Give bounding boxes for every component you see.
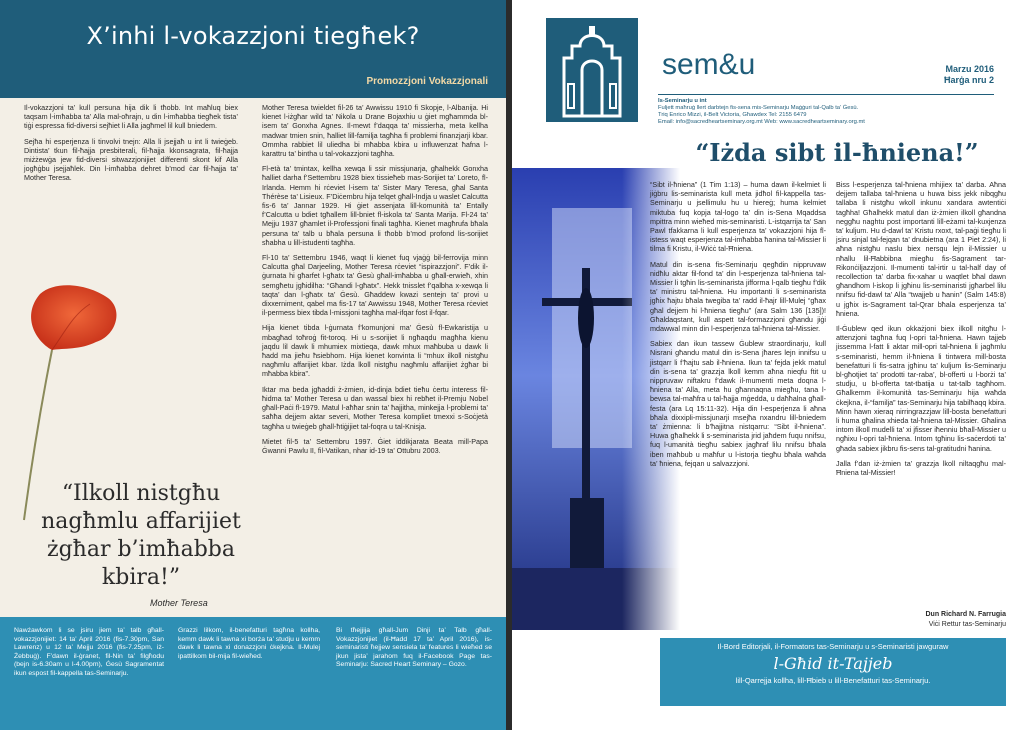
easter-greeting-box <box>660 638 1006 706</box>
left-col2-paragraph: Mietet fil-5 ta’ Settembru 1997. Ġiet iddikjarata Beata mill-Papa Ġwanni Pawlu II, fil-Vatikan, nhar id-19 ta’ Ottubru 2003. <box>262 436 488 455</box>
left-col1-paragraph: Il-vokazzjoni ta’ kull persuna hija dik li tħobb. Int maħluq biex taqsam l-imħabba ta’ Alla mal-oħrajn, u din l-imħabba tiegħek tista’ tiġi espressa fid-diversi sejħiet li Alla jagħmel lil kull bniedem. <box>24 103 238 131</box>
article-headline: “Iżda sibt il-ħniena!” <box>695 138 979 167</box>
contact-line: Email: info@sacredheartseminary.org.mt Web: www.sacredheartseminary.org.mt <box>658 119 865 125</box>
issue-month: Marzu 2016 <box>945 64 994 74</box>
signature-name: Dun Richard N. Farrugia <box>925 611 1006 618</box>
greeting-title: l-Għid it-Tajjeb <box>773 654 893 673</box>
left-col2-paragraph: Hija kienet tibda l-ġurnata f’komunjoni ma’ Ġesù fl-Ewkaristija u mbagħad toħroġ fit-toroq. Hi u s-sorijiet li ngħaqdu magħha kienu jaqdu lil dawk li mhumiex mixtieqa, dawk mhux maħbuba u dawk li ħadd ma jieħu ħsiebhom. Hija kienet konvinta li “mhux ilkoll nistgħu nagħmlu affarijiet kbar. Iżda lkoll nistgħu nagħmlu affarijiet żgħar bi mħabba kbira”. <box>262 323 488 379</box>
article-paragraph: Il-Ġublew qed ikun okkażjoni biex ilkoll nitgħu l-attenzjoni tagħna fuq l-opri tal-ħniena. Hawn tajjeb jissemma l-fatt li aktar mill-opri tal-ħniena li jagħmlu s-seminaristi, hemm il-ħniena li tintwera mill-bosta benefatturi li fis-satra jgħinu ta’ kuljum lis-Seminarju bl-għotjiet ta’ prodotti tar-raba’, bl-offerti u l-borżi ta’ studju, u bl-offerta tat-tbatija u tat-talb tagħhom. Għalkemm il-komunità tas-Seminarju hija waħda ċkejkna, il-“familja” tas-Seminarju hija tabilħaqq kbira. Minn hawn xieraq nirringrazzjaw lill-bosta benefatturi li huma għalina xhieda tal-ħniena tal-Missier. Għalina intom ilkoll mudelli ta’ xi jfisser iħenniu bħall-Missier u ngħixu l-opri tal-ħniena. Intom tgħinu lis-saċerdoti ta’ għada sabiex jikbru fis-sens tal-gratitudni ħanina. <box>836 324 1006 453</box>
greeting-line-2: lill-Qarrejja kollha, lill-Ħbieb u lill-Benefatturi tas-Seminarju. <box>735 676 931 685</box>
footer-notice: Grazzi lilkom, il-benefatturi tagħna kollha, kemm dawk li tawna xi borża ta’ studju u kemm dawk li tawna xi donazzjoni ċkejkna. Il-Mulej ipattilkom bil-mija fil-wieħed. <box>178 627 320 660</box>
contact-line: Fuljett maħruġ llert darbtejn fis-sena mis-Seminarju Maġġuri tal-Qalb ta’ Ġesù. <box>658 105 859 111</box>
left-col2-paragraph: Iktar ma beda jgħaddi ż-żmien, id-dinja bdiet tieħu ċertu interess fil-ħidma ta’ Mother Teresa u dan wassal biex hi rebħet il-Premju Nobel għall-Paċi fl-1979. Matul l-aħħar snin ta’ ħajjitha, minkejja l-problemi ta’ saħħa dejjem aktar severi, Mother Teresa kompliet tmexxi s-Soċjetà tagħha u twieġeb għall-ħtiġijiet tal-foqra u tal-Knisja. <box>262 384 488 431</box>
left-page <box>0 0 506 730</box>
left-col1-paragraph: Sejħa hi esperjenza li tinvolvi tnejn: Alla li jsejjaħ u int li twieġeb. Dintista’ tkun fil-ħajja presbiterali, fil-ħajja kkonsagrata, fil-ħajja miżżewġa jew fid-diversi sitwazzjonijiet differenti skont kif Alla jogħġbu jsejjaħlek. Din l-imħabba dehret b’mod ċar fil-ħajja ta’ Mother Teresa. <box>24 136 238 183</box>
footer-notice: Bi tħejjija għall-Jum Dinji ta’ Talb għall-Vokazzjonijiet (il-Ħadd 17 ta’ April 2016), is-seminaristi ħejjew sensiela ta’ features li wieħed se jkun jista’ jarahom fuq il-Facebook Page tas-Seminarju: Sacred Heart Seminary – Gozo. <box>336 627 492 669</box>
header-rule <box>658 94 994 95</box>
newsletter-brand: sem&u <box>662 48 756 81</box>
contact-line: Triq Enrico Mizzi, il-Belt Victoria, Għawdex Tel: 2155 6479 <box>658 112 807 118</box>
left-column-2 <box>262 103 488 461</box>
footer-notice: Nawżawkom li se jsiru jiem ta’ talb għall-vokazzjonijiet: 14 ta’ April 2016 (fis-7.30pm, San Lawrenz) u 12 ta’ Mejju 2016 (fis-7.25pm, iż-Żebbuġ). F’dawn il-ġranet, fil-Nin ta’ filgħodu (bejn is-6.30am u l-4.00pm), Ġesù Sagramentat ikun espost fil-kappella tas-Seminarju. <box>14 627 164 677</box>
signature-block <box>836 610 1006 630</box>
article-column-2 <box>836 180 1006 483</box>
right-page <box>512 0 1024 730</box>
contact-line: Is-Seminarju u int <box>658 98 707 104</box>
signature-role: Viċi Rettur tas-Seminarju <box>928 621 1006 628</box>
left-page-title: X’inhi l-vokazzjoni tiegħek? <box>86 22 420 50</box>
left-col2-paragraph: Mother Teresa twieldet fil-26 ta’ Awwissu 1910 fi Skopje, l-Albanija. Hi kienet l-iżgħar wild ta’ Nikola u Drane Bojaxhiu u ġiet mgħammda bl-isem ta’ Gonxha Agnes. Il-mewt f’daqqa ta’ missierha, meta kellha madwar tmien snin, ħalliet lill-familja tagħha fi problemi finanzjarji kbar. Ommha rabbiet lil uliedha bi mħabba kbira u influwenzat ħafna l-karattru ta’ bintha u tal-vokazzjoni tagħha. <box>262 103 488 159</box>
article-column-1 <box>650 180 826 474</box>
left-page-subtitle: Promozzjoni Vokazzjonali <box>366 76 488 87</box>
article-paragraph: Jalla f’dan iż-żmien ta’ grazzja lkoll niltaqgħu mal-Ħniena tal-Missier! <box>836 458 1006 478</box>
issue-number: Ħarġa nru 2 <box>943 75 994 85</box>
article-paragraph: “Sibt il-ħniena” (1 Tim 1:13) – huma dawn il-kelmiet li jiġbru lis-seminarista kull meta jidħol fil-kappella tas-Seminarju u jsellimulu hu u hiereġ; huma kelmiet miktuba fuq kopja tal-logo ta’ din is-Sena Mqaddsa mpittra minn wieħed mis-seminaristi. L-istqarrija ta’ San Pawl tfakkarna li kull esperjenza ta’ vokazzjoni hija fl-istess waqt esperjenza tal-imħabba ħanina tal-Missier li tilma fi Kristu, il-Wiċċ tal-Ħniena. <box>650 180 826 254</box>
issue-info <box>944 64 994 86</box>
left-column-1 <box>24 103 238 189</box>
pull-quote: “Ilkoll nistgħu nagħmlu affarijiet żgħar b’imħabba kbira!” <box>41 481 241 590</box>
seminary-building-logo <box>546 18 638 122</box>
article-paragraph: Matul din is-sena fis-Seminarju qegħdin nippruvaw nidħlu aktar fil-fond ta’ din l-esperjenza tal-ħniena tal-Missier li tgħin lis-seminarista jifforma l-qalb tiegħu f’dik ta’ ministru tal-ħniena. Hu importanti li s-seminarista jgħix ħajtu bħala twegiba ta’ radd il-ħajr lill-Mulej “għax għal dejjem hi l-ħniena tiegħu” (ara Salm 136 [135])! Għaldaqstant, kull aspett tal-formazzjoni għandu jiġi mdawwal minn din l-esperjenza tal-ħniena tal-Missier. <box>650 259 826 334</box>
left-col2-paragraph: Fl-età ta’ tmintax, kellha xewqa li ssir missjunarja, għalhekk Gonxha ħalliet darha f’Settembru 1928 biex tissieħeb mas-Sorijiet ta’ Loreto, fl-Irlanda. Hemm hi rċeviet l-isem ta’ Sister Mary Teresa, għal Santa Thérèse ta’ Lisieux. F’Diċembru hija telqet għall-Indja u waslet Calcutta fis-6 ta’ Jannar 1929. Hi ġiet assenjata lill-komunità ta’ Entally f’Calcutta u bdiet tgħallem lill-bniet fl-iskola ta’ Santa Marija. Fl-24 ta’ Mejju 1937 għamlet il-Professjoni finali tagħha. Kienet magħrufa bħala persuna ta’ talb u bħala persuna li tħobb b’mod profond lis-sorijiet sħabha u lill-istudenti tagħha. <box>262 164 488 247</box>
left-col2-paragraph: Fl-10 ta’ Settembru 1946, waqt li kienet fuq vjaġġ bil-ferrovija minn Calcutta għal Darjeeling, Mother Teresa rċeviet “ispirazzjoni”. F’dik il-ġurnata hi għarfet l-għatx ta’ Ġesù għall-imħabba u għall-erwieħ, xhin semgħetu jgħidilha: “Għandi l-għatx”. Hekk tnisslet f’qalbha x-xewqa li taqta’ dan l-għatx ta’ Ġesù. Għaddew kwazi sentejn ta’ provi u dixxerniment, qabel ma fis-17 ta’ Awwissu 1948, Mother Teresa rċeviet il-permess biex tibda l-missjoni tagħha mal-ifqar fost il-fqar. <box>262 253 488 318</box>
left-header <box>0 0 506 98</box>
pull-quote-author: Mother Teresa <box>150 598 208 608</box>
left-footer <box>0 617 506 730</box>
article-paragraph: Sabiex dan ikun tassew Ġublew straordinarju, kull Nisrani għandu matul din is-Sena jħares lejn innifsu u jistqarr li f’ħajtu sab il-ħniena. Ikun ta’ fejda jekk matul din is-sena ta’ grazzja lkoll kemm aħna nieqfu ftit u nippruvaw niftakru f’dawk il-mumenti meta doqna l-ħniena ta’ Alla, meta hu għannaqna miegħu, tana l-bewsa tal-maħfra u tal-ħajja mġedda, u daħħalna għall-festa (ara Lq 15:11-32). Hija din l-esperjenza li aħna bħala dixxipli-missjunarji msejħa nxandru lill-bniedem ta’ żmienna: li b’ħajjitna nistqarru: “Sibt il-ħniena”. Huwa għalhekk li s-seminarista jrid jaħdem fuqu nnifsu, fuq l-umanità tiegħu sabiex jagħraf lilu nnifsu bħala iben maħbub u maħfur u l-istorja tiegħu bħala waħda ta’ ħniena, fejqan u salvazzjoni. <box>650 339 826 468</box>
article-paragraph: Biss l-esperjenza tal-ħniena mhijiex ta’ darba. Aħna dejjem tallaba tal-ħniena u huwa biss jekk nibqgħu tallaba li nistgħu wkoll inkunu xandara awtentiċi tagħha! Għalhekk matul dan iż-żmien ilkoll għandna neggħu naghtu post importanti lill-eżami tal-kuxjenza ta’ kuljum. Hu d-dawl ta’ Kristu rxoxt, tal-paġi tiegħu li jsiru sinjal tal-fejqan ta’ dnubietna (ara 1 Piet 2:24), li aħna nistgħu naslu biex nersqu lejn il-Missier u nħallu lil-Ħabbibna miegħu fis-Sagrament tar-Rikonċiljazzjoni. Il-mumenti tal-irtir u tal-half day of recollection ta’ darba fix-xahar u waqtlet bħal dawn għandhom l-iskop li jgħinu lis-seminaristi jgħarbel lilu nnifsu fid-dawl ta’ Alla “twajjeb u ħanin” (Salm 145:8) u jgħix is-Sagrament tal-Qrar bħala esperjenza ta’ ħniena. <box>836 180 1006 318</box>
greeting-line-1: Il-Bord Editorjali, il-Formators tas-Seminarju u s-Seminaristi jawguraw <box>717 642 949 651</box>
contact-block <box>658 98 998 126</box>
